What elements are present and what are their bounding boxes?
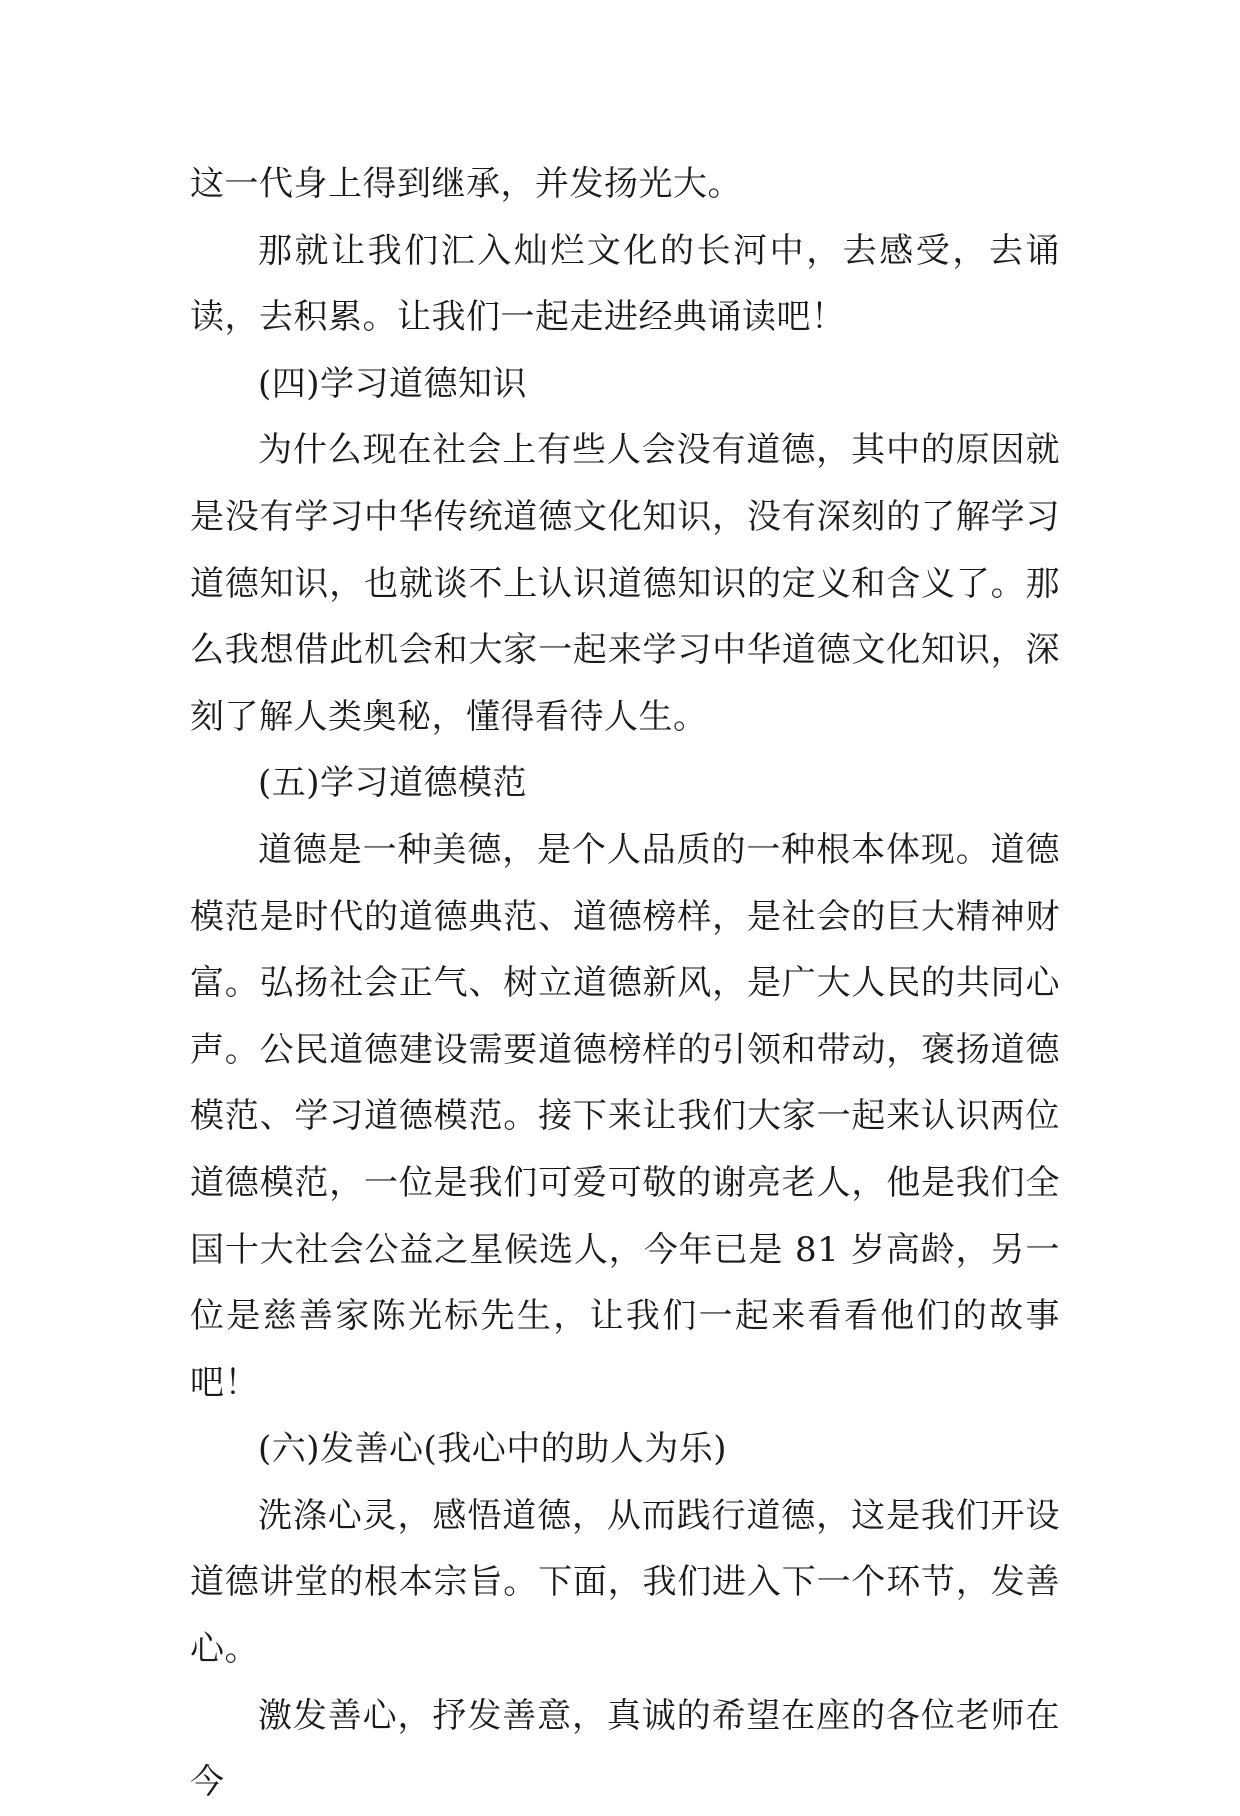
paragraph-moral-knowledge: 为什么现在社会上有些人会没有道德，其中的原因就是没有学习中华传统道德文化知识，没有深刻的了解学习道德知识，也就谈不上认识道德知识的定义和含义了。那么我想借此机会和大家一起来学习中华道德文化知识，深刻了解人类奥秘，懂得看待人生。 [190,430,1060,737]
paragraph-classics-reading: 那就让我们汇入灿烂文化的长河中，去感受，去诵读，去积累。让我们一起走进经典诵读吧！ [190,230,1060,338]
section-heading-5: (五)学习道德模范 [258,763,528,804]
paragraph-moral-models: 道德是一种美德，是个人品质的一种根本体现。道德模范是时代的道德典范、道德榜样，是社会的巨大精神财富。弘扬社会正气、树立道德新风，是广大人民的共同心声。公民道德建设需要道德榜样的引领和带动，褒扬道德模范、学习道德模范。接下来让我们大家一起来认识两位道德模范，一位是我们可爱可敬的谢亮老人，他是我们全国十大社会公益之星候选人，今年已是 81 岁高龄，另一位是慈善家陈光标先生，让我们一起来看看他们的故事吧！ [190,829,1060,1403]
paragraph-purify-heart: 洗涤心灵，感悟道德，从而践行道德，这是我们开设道德讲堂的根本宗旨。下面，我们进入下一个环节，发善心。 [190,1495,1060,1670]
section-heading-6: (六)发善心(我心中的助人为乐) [258,1429,728,1470]
section-heading-4: (四)学习道德知识 [258,363,528,404]
paragraph-inspire-kindness: 激发善心，抒发善意，真诚的希望在座的各位老师在今 [190,1695,1060,1803]
paragraph-continuation: 这一代身上得到继承，并发扬光大。 [190,164,742,204]
document-body [190,151,1060,1816]
